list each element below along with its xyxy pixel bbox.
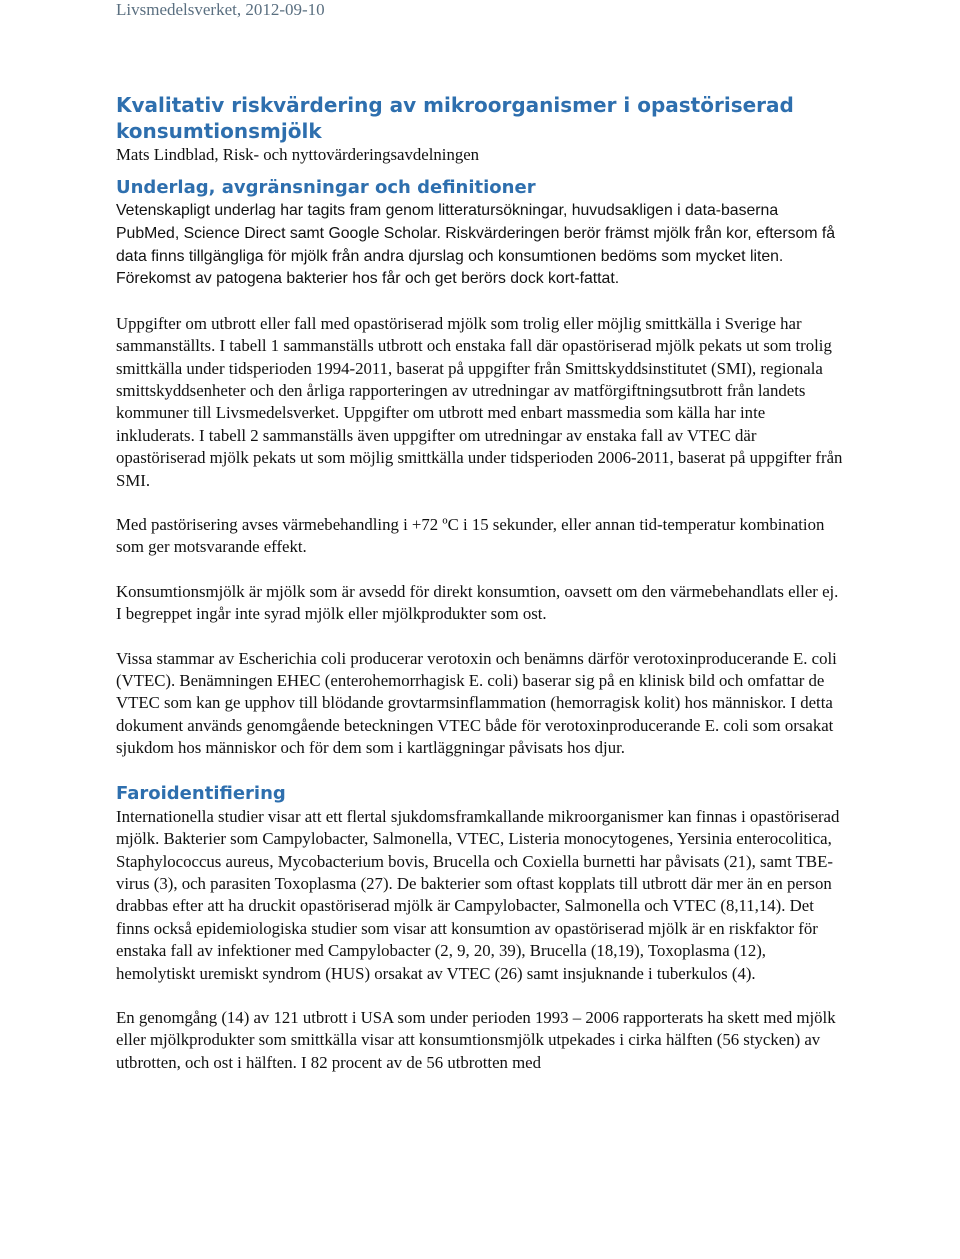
page-header: Livsmedelsverket, 2012-09-10	[116, 0, 325, 19]
paragraph: Uppgifter om utbrott eller fall med opastöriserad mjölk som trolig eller möjlig smittkälla i Sverige har sammanställts. I tabell 1 sammanställs utbrott och enstaka fall där opastöriserad mjölk pekats ut som trolig smittkälla under tidsperioden 1994-2011, baserat på uppgifter från Smittskyddsinstitutet (SMI), regionala smittskyddsenheter och den årliga rapporteringen av utredningar av matförgiftningsutbrott från landets kommuner till Livsmedelsverket. Uppgifter om utbrott med enbart massmedia som källa har inte inkluderats. I tabell 2 sammanställs även uppgifter om utredningar av enstaka fall av VTEC där opastöriserad mjölk pekats ut som möjlig smittkälla under tidsperioden 2006-2011, baserat på uppgifter från SMI.	[116, 313, 843, 490]
paragraph: En genomgång (14) av 121 utbrott i USA som under perioden 1993 – 2006 rapporterats ha skett med mjölk eller mjölkprodukter som smittkälla visar att konsumtionsmjölk utpekades i cirka hälften (56 stycken) av utbrotten, och ost i hälften. I 82 procent av de 56 utbrotten med	[116, 1007, 836, 1072]
section-heading-underlag: Underlag, avgränsningar och definitioner	[116, 177, 536, 199]
paragraph: Med pastörisering avses värmebehandling i +72 ºC i 15 sekunder, eller annan tid-temperatur kombination som ger motsvarande effekt.	[116, 515, 825, 557]
paragraph: Internationella studier visar att ett flertal sjukdomsframkallande mikroorganismer kan finnas i opastöriserad mjölk. Bakterier som Campylobacter, Salmonella, VTEC, Listeria monocytogenes, Yersinia enterocolitica, Staphylococcus aureus, Mycobacterium bovis, Brucella och Coxiella burnetti har påvisats (21), samt TBE-virus (3), och parasiten Toxoplasma (27). De bakterier som oftast kopplats till utbrott där mer än en person drabbas efter att ha druckit opastöriserad mjölk är Campylobacter, Salmonella och VTEC (8,11,14). Det finns också epidemiologiska studier som visar att konsumtion av opastöriserad mjölk är en riskfaktor för enstaka fall av infektioner med Campylobacter (2, 9, 20, 39), Brucella (18,19), Toxoplasma (12), hemolytiskt uremiskt syndrom (HUS) orsakat av VTEC (26) samt insjuknande i tuberkulos (4).	[116, 806, 840, 983]
section-heading-faroidentifiering: Faroidentifiering	[116, 782, 286, 804]
paragraph: Vissa stammar av Escherichia coli producerar verotoxin och benämns därför verotoxinproducerande E. coli (VTEC). Benämningen EHEC (enterohemorrhagisk E. coli) baserar sig på en klinisk bild och omfattar de VTEC som kan ge upphov till blödande grovtarmsinflammation (hemorragisk kolit) hos människor. I detta dokument används genomgående beteckningen VTEC både för verotoxinproducerande E. coli som orsakat sjukdom hos människor och för dem som i kartläggningar påvisats hos djur.	[116, 648, 837, 758]
document-author: Mats Lindblad, Risk- och nyttovärderingsavdelningen	[116, 145, 480, 164]
document-body	[116, 92, 844, 1096]
paragraph: Vetenskapligt underlag har tagits fram genom litteratursökningar, huvudsakligen i data-baserna PubMed, Science Direct samt Google Scholar. Riskvärderingen berör främst mjölk från kor, eftersom få data finns tillgängliga för mjölk från andra djurslag och konsumtionen bedöms som mycket liten. Förekomst av patogena bakterier hos får och get berörs dock kort-fattat.	[116, 202, 836, 288]
paragraph: Konsumtionsmjölk är mjölk som är avsedd för direkt konsumtion, oavsett om den värmebehandlats eller ej. I begreppet ingår inte syrad mjölk eller mjölkprodukter som ost.	[116, 581, 839, 624]
document-title: Kvalitativ riskvärdering av mikroorganismer i opastöriserad konsumtionsmjölk	[116, 93, 794, 143]
